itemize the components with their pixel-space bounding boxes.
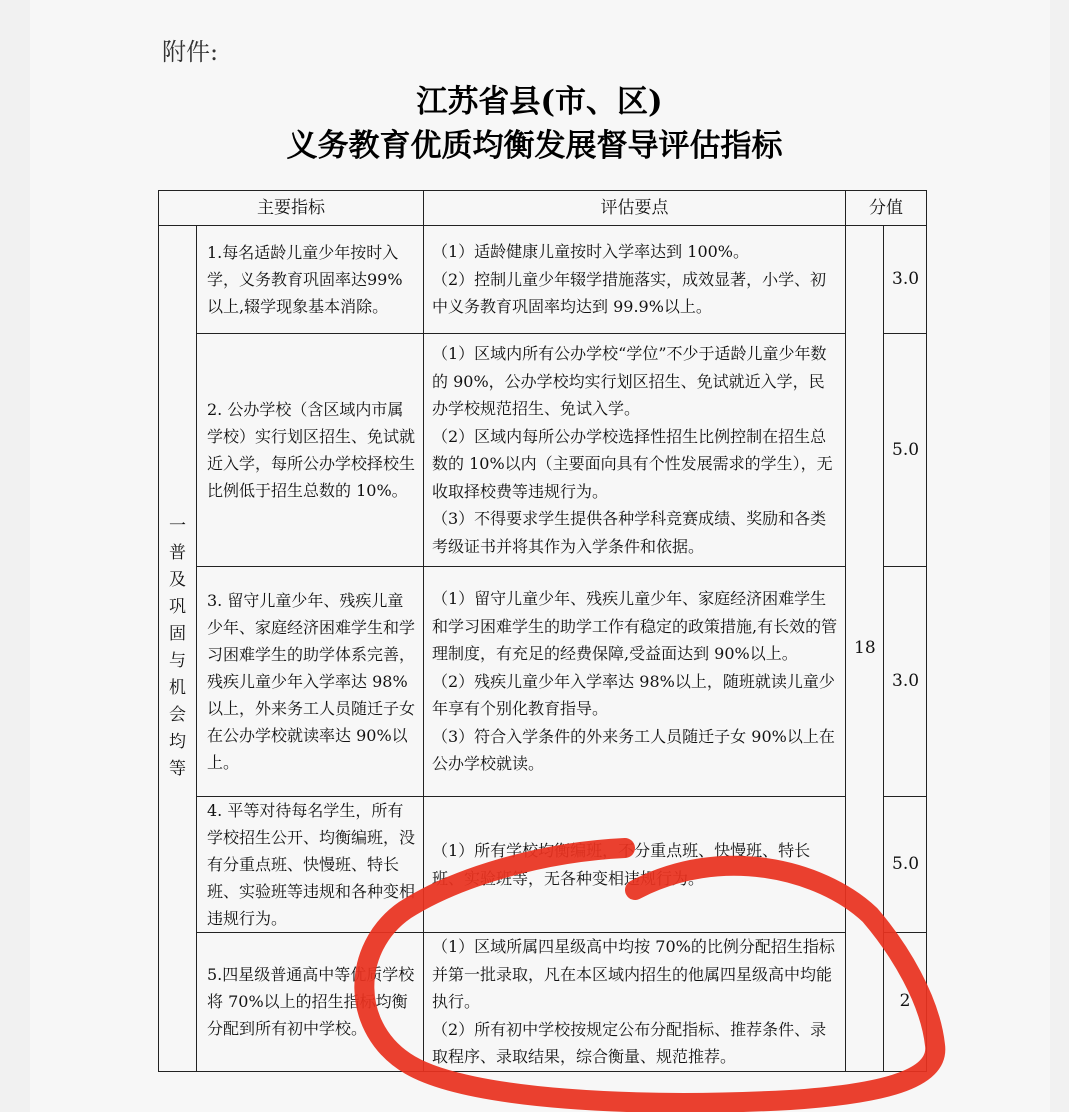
- key-point: （1）所有学校均衡编班，不分重点班、快慢班、特长班、实验班等，无各种变相违规行为。: [432, 841, 811, 888]
- attachment-label: 附件:: [162, 38, 219, 66]
- table-row: [159, 226, 927, 334]
- key-points-cell: [424, 334, 846, 567]
- key-point: （1）适龄健康儿童按时入学率达到 100%。: [432, 242, 750, 262]
- key-points-cell: [424, 567, 846, 797]
- row-score: 5.0: [884, 797, 927, 933]
- key-points-cell: [424, 797, 846, 933]
- key-point: （2）区域内每所公办学校选择性招生比例控制在招生总数的 10%以内（主要面向具有个性发展需求的学生），无收取择校费等违规行为。: [432, 426, 833, 501]
- key-point: （1）留守儿童少年、残疾儿童少年、家庭经济困难学生和学习困难学生的助学工作有稳定的政策措施,有长效的管理制度，有充足的经费保障,受益面达到 90%以上。: [432, 589, 838, 664]
- table-row: [159, 933, 927, 1072]
- table-header-row: [159, 191, 927, 226]
- key-point: （1）区域所属四星级高中均按 70%的比例分配招生指标并第一批录取，凡在本区域内招生的他属四星级高中均能执行。: [432, 937, 835, 1011]
- row-score: 5.0: [884, 334, 927, 567]
- key-point: （2）残疾儿童少年入学率达 98%以上，随班就读儿童少年享有个别化教育指导。: [432, 671, 835, 719]
- key-point: （3）符合入学条件的外来务工人员随迁子女 90%以上在公办学校就读。: [432, 726, 835, 774]
- key-point: （3）不得要求学生提供各种学科竞赛成绩、奖励和各类考级证书并将其作为入学条件和依据。: [432, 509, 827, 556]
- header-key-points: 评估要点: [424, 191, 846, 226]
- row-score: 2: [884, 933, 927, 1072]
- indicator-cell: 4. 平等对待每名学生，所有学校招生公开、均衡编班，没有分重点班、快慢班、特长班、实验班等违规和各种变相违规行为。: [197, 797, 424, 933]
- indicator-cell: 2. 公办学校（含区域内市属学校）实行划区招生、免试就近入学，每所公办学校择校生比例低于招生总数的 10%。: [197, 334, 424, 567]
- document-title-line1: 江苏省县(市、区): [416, 84, 663, 120]
- header-score: 分值: [846, 191, 927, 226]
- header-main-indicator: 主要指标: [159, 191, 424, 226]
- category-total-score: 18: [846, 226, 884, 1072]
- key-point: （1）区域内所有公办学校“学位”不少于适龄儿童少年数的 90%，公办学校均实行划区招生、免试就近入学，民办学校规范招生、免试入学。: [432, 344, 827, 418]
- key-points-cell: [424, 933, 846, 1072]
- category-cell: [159, 226, 197, 1072]
- indicator-cell: 3. 留守儿童少年、残疾儿童少年、家庭经济困难学生和学习困难学生的助学体系完善，残疾儿童少年入学率达 98%以上，外来务工人员随迁子女在公办学校就读率达 90%以上。: [197, 567, 424, 797]
- row-score: 3.0: [884, 226, 927, 334]
- indicator-cell: 5.四星级普通高中等优质学校将 70%以上的招生指标均衡分配到所有初中学校。: [197, 933, 424, 1072]
- table-row: [159, 797, 927, 933]
- key-point: （2）控制儿童少年辍学措施落实，成效显著，小学、初中义务教育巩固率均达到 99.9%以上。: [432, 269, 827, 317]
- evaluation-table: [158, 190, 927, 1072]
- table-row: [159, 567, 927, 797]
- row-score: 3.0: [884, 567, 927, 797]
- category-label: 一普及巩固与机会均等: [169, 516, 186, 780]
- document-title-line2: 义务教育优质均衡发展督导评估指标: [286, 128, 783, 164]
- key-points-cell: [424, 226, 846, 334]
- key-point: （2）所有初中学校按规定公布分配指标、推荐条件、录取程序、录取结果，综合衡量、规范推荐。: [432, 1019, 827, 1066]
- indicator-cell: 1.每名适龄儿童少年按时入学，义务教育巩固率达99%以上,辍学现象基本消除。: [197, 226, 424, 334]
- table-row: [159, 334, 927, 567]
